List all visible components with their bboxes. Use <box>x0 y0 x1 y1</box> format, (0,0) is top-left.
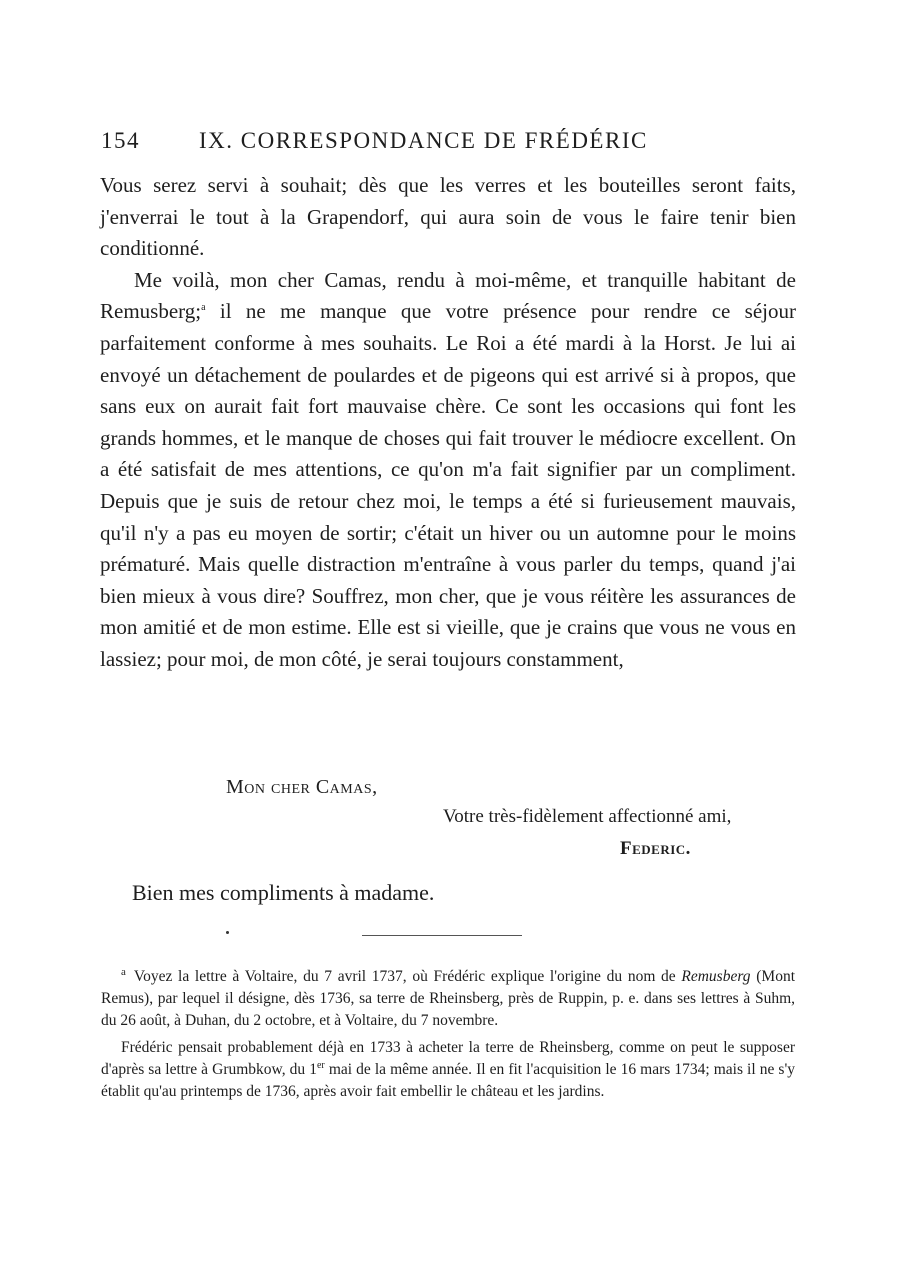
signature: Federic. <box>620 838 691 859</box>
running-head <box>101 124 801 164</box>
footnote-b <box>101 1037 795 1102</box>
letter-paragraph-1: Vous serez servi à souhait; dès que les verres et les bouteilles seront faits, j'enverrai le tout à la Grapendorf, qui aura soin de vous le faire tenir bien conditionné. <box>100 173 796 261</box>
footnote-a-marker: a <box>121 965 126 978</box>
footnote-a-text-1: Voyez la lettre à Voltaire, du 7 avril 1737, où Frédéric explique l'origine du nom de <box>133 968 682 985</box>
salutation: Mon cher Camas, <box>226 776 378 798</box>
letter-body <box>100 170 796 676</box>
paragraph-2-continuation: il ne me manque que votre présence pour rendre ce séjour parfaitement conforme à mes souhaits. Le Roi a été mardi à la Horst. Je lui ai envoyé un détachement de poulardes et de pigeons qui est arrivé si à propos, que sans eux on aurait fait fort mauvaise chère. Ce sont les occasions qui font les grands hommes, et le manque de choses qui fait trouver le médiocre excellent. On a été satisfait de mes attentions, ce qu'on m'a fait signifier par un compliment. Depuis que je suis de retour chez moi, le temps a été si furieusement mauvais, qu'il n'y a pas eu moyen de sortir; c'était un hiver ou un automne pour le moins prématuré. Mais quelle distraction m'entraîne à vous parler du temps, quand j'ai bien mieux à vous dire? Souffrez, mon cher, que je vous réitère les assurances de mon amitié et de mon estime. Elle est si vieille, que je crains que vous ne vous en lassiez; pour moi, de mon côté, je serai toujours constamment, <box>100 299 796 671</box>
footnote-b-text-1: Frédéric pensait probablement déjà en 1733 à acheter la terre de Rheinsberg, comme on peut le supposer d'après sa lettre à Grumbkow, du 1 <box>101 1039 795 1079</box>
footnotes <box>101 966 795 1103</box>
footnote-a-text-2: (Mont Remus), par lequel il désigne, dès 1736, sa terre de Rheinsberg, près de Ruppin, p. e. dans ses lettres à Suhm, du 26 août, à Duhan, du 2 octobre, et à Voltaire, du 7 novembre. <box>101 968 796 1029</box>
page-number: 154 <box>101 128 140 153</box>
page-title: IX. CORRESPONDANCE DE FRÉDÉRIC <box>199 128 648 153</box>
paragraph-2-opening: Me voilà, mon cher Camas, rendu à moi-même, et tranquille habitant de Remusberg; <box>100 267 796 324</box>
footnote-b-superscript: er <box>316 1060 325 1072</box>
footnote-separator <box>362 935 522 936</box>
footnote-reference-a: a <box>201 302 206 314</box>
postscript: Bien mes compliments à madame. <box>132 880 435 905</box>
ink-speck <box>226 931 229 934</box>
footnote-a <box>101 966 795 1031</box>
signoff: Votre très-fidèlement affectionné ami, <box>443 806 732 827</box>
letter-paragraph-2 <box>100 265 796 676</box>
footnote-a-italic: Remusberg <box>681 968 751 985</box>
footnote-b-text-2: mai de la même année. Il en fit l'acquisition le 16 mars 1734; mais il ne s'y établit qu'au printemps de 1736, après avoir fait embellir le château et les jardins. <box>101 1061 795 1100</box>
